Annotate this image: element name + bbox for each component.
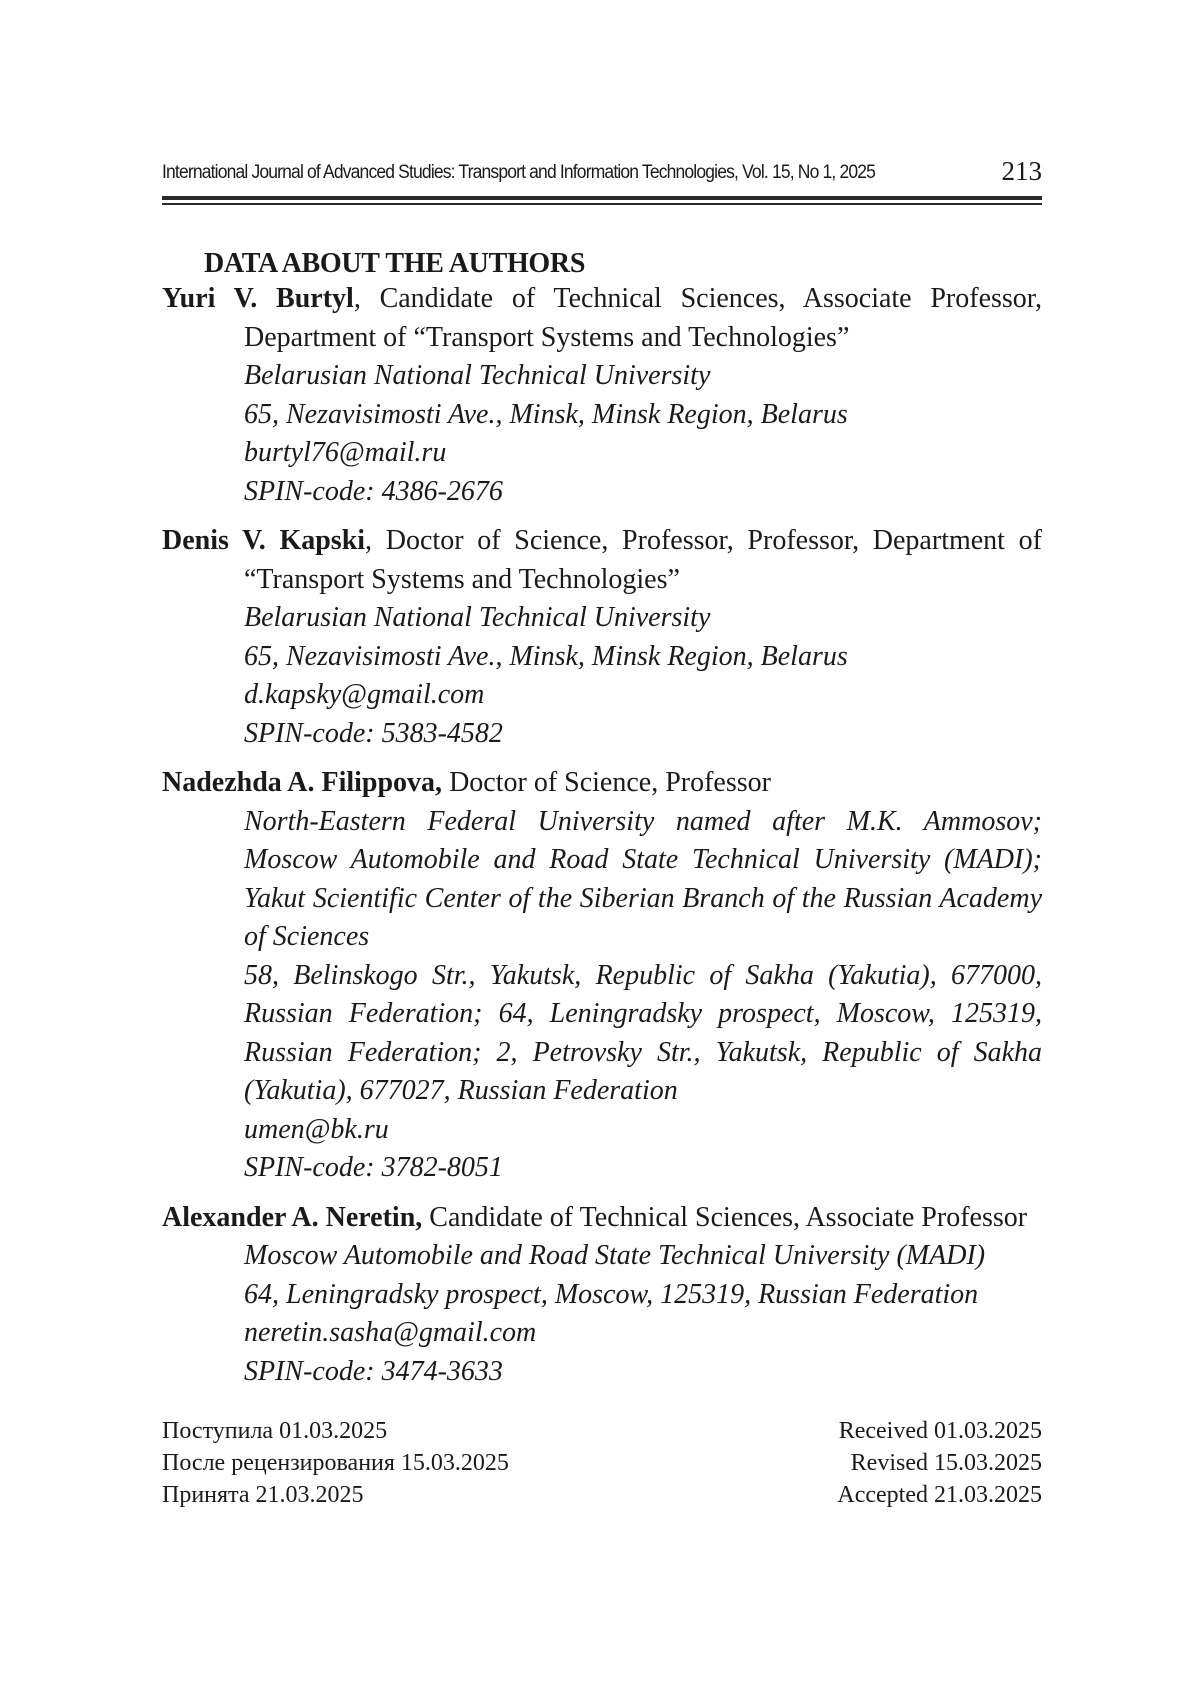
journal-title: International Journal of Advanced Studies: Transport and Information Technologies, Vol. 15, No 1, 2025 — [162, 162, 876, 183]
section-title: DATA ABOUT THE AUTHORS — [204, 248, 586, 279]
author-entry — [162, 280, 1042, 511]
author-heading — [162, 1199, 1042, 1238]
author-position: , Candidate of Technical Sciences, Associate Professor, Department of “Transport Systems and Technologies” — [244, 283, 1042, 353]
author-entry — [162, 1199, 1042, 1392]
author-position: Candidate of Technical Sciences, Associate Professor — [422, 1201, 1028, 1233]
article-dates — [162, 1415, 1042, 1515]
author-affiliation: Belarusian National Technical University — [244, 360, 711, 391]
running-header — [162, 150, 1042, 192]
date-received-en: Received 01.03.2025 — [838, 1418, 1042, 1444]
author-spin: SPIN-code: 5383-4582 — [244, 717, 503, 749]
author-email: d.kapsky@gmail.com — [244, 679, 485, 710]
date-received-ru: Поступила 01.03.2025 — [162, 1418, 388, 1444]
author-affiliation: North-Eastern Federal University named after M.K. Ammosov; Moscow Automobile and Road State Technical University (MADI); Yakut Scientific Center of the Siberian Branch of the Russian Academy of Sciences — [244, 805, 1042, 952]
author-name: Denis V. Kapski — [162, 525, 366, 556]
date-accepted-en: Accepted 21.03.2025 — [837, 1482, 1042, 1508]
author-entry — [162, 764, 1042, 1188]
page-number: 213 — [1001, 156, 1042, 186]
header-rule-thick — [162, 196, 1042, 200]
author-email: burtyl76@mail.ru — [244, 437, 447, 468]
author-spin: SPIN-code: 4386-2676 — [244, 475, 503, 507]
author-affiliation: Belarusian National Technical University — [244, 602, 711, 633]
date-revised-en: Revised 15.03.2025 — [850, 1450, 1042, 1476]
author-heading — [162, 764, 1042, 803]
date-accepted-ru: Принята 21.03.2025 — [162, 1482, 364, 1508]
author-name: Nadezhda A. Filippova, — [162, 767, 443, 798]
author-spin: SPIN-code: 3474-3633 — [244, 1355, 503, 1387]
author-address: 65, Nezavisimosti Ave., Minsk, Minsk Region, Belarus — [244, 398, 848, 430]
journal-page — [162, 150, 1042, 1515]
author-address: 65, Nezavisimosti Ave., Minsk, Minsk Region, Belarus — [244, 640, 848, 672]
author-address: 58, Belinskogo Str., Yakutsk, Republic of Sakha (Yakutia), 677000, Russian Federation; 64, Leningradsky prospect, Moscow, 125319, Russian Federation; 2, Petrovsky Str., Yakutsk, Republic of Sakha (Yakutia), 677027, Russian Federation — [244, 959, 1042, 1106]
author-position: Doctor of Science, Professor — [442, 767, 771, 798]
author-spin: SPIN-code: 3782-8051 — [244, 1152, 503, 1183]
dates-english — [837, 1415, 1042, 1511]
author-address: 64, Leningradsky prospect, Moscow, 125319, Russian Federation — [244, 1278, 979, 1310]
author-email: neretin.sasha@gmail.com — [244, 1317, 537, 1348]
author-heading — [162, 522, 1042, 599]
date-revised-ru: После рецензирования 15.03.2025 — [162, 1450, 509, 1476]
header-rule-thin — [162, 203, 1042, 205]
author-name: Yuri V. Burtyl — [162, 283, 354, 314]
author-heading — [162, 280, 1042, 357]
dates-russian — [162, 1415, 509, 1511]
author-position: , Doctor of Science, Professor, Professor, Department of “Transport Systems and Technologies” — [244, 525, 1042, 595]
author-entry — [162, 522, 1042, 753]
author-affiliation: Moscow Automobile and Road State Technical University (MADI) — [244, 1240, 986, 1271]
author-name: Alexander A. Neretin, — [162, 1201, 423, 1233]
author-email: umen@bk.ru — [244, 1113, 389, 1145]
